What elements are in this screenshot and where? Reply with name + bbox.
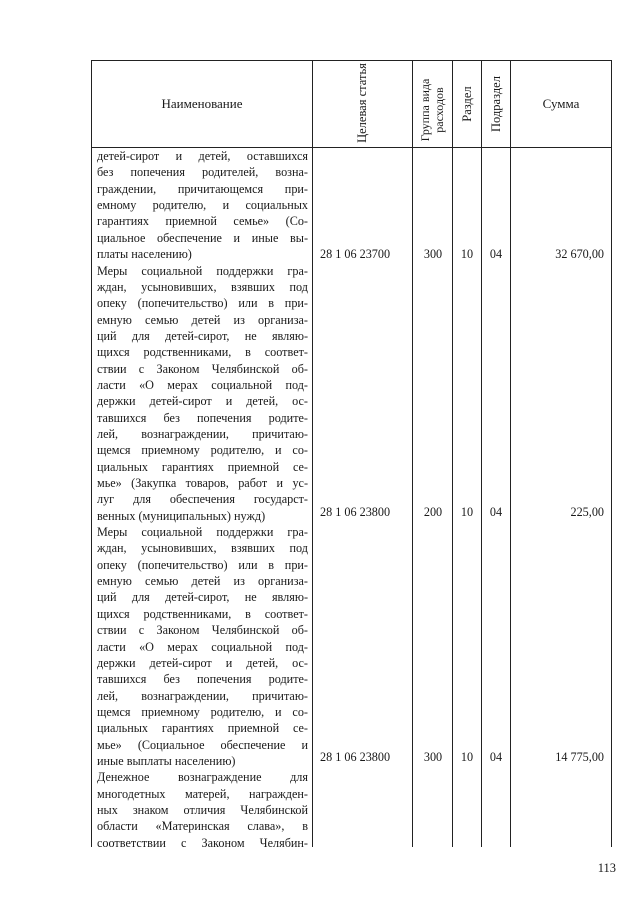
row-name-line: Меры социальной поддержки гра- xyxy=(97,525,308,539)
row-expense-group: 300 xyxy=(423,247,443,261)
column-border xyxy=(510,60,511,847)
row-target-article: 28 1 06 23800 xyxy=(320,505,391,519)
row-name-line: ствии с Законом Челябинской об- xyxy=(97,361,308,376)
table-top-border xyxy=(91,60,612,61)
row-name-line: циальных гарантиях приемной се- xyxy=(97,459,308,474)
row-name-line: без попечения родителей, возна- xyxy=(97,165,308,180)
row-subsection: 04 xyxy=(489,247,503,261)
row-name-line: держки детей-сирот и детей, ос- xyxy=(97,394,308,409)
row-amount: 32 670,00 xyxy=(555,247,604,261)
row-name-line: опеку (попечительство) или в при- xyxy=(97,296,308,311)
header-subsection-text: Подраздел xyxy=(489,76,503,132)
row-name-line: тавшихся без попечения родите- xyxy=(97,410,308,425)
row-name-line: щихся родственниками, в соответ- xyxy=(97,606,308,621)
row-section: 10 xyxy=(460,750,474,764)
row-amount: 225,00 xyxy=(570,505,604,519)
row-name-line: области «Материнская слава», в xyxy=(97,819,308,834)
row-name-line: лей, вознаграждении, причитаю- xyxy=(97,688,308,703)
row-name-line: ций для детей-сирот, не являю- xyxy=(97,328,308,343)
row-name-line: соответствии с Законом Челябин- xyxy=(97,835,308,850)
header-subsection xyxy=(489,68,503,140)
row-expense-group: 300 xyxy=(423,750,443,764)
column-border xyxy=(611,60,612,847)
row-name-line: луг для обеспечения государст- xyxy=(97,492,308,507)
header-name: Наименование xyxy=(161,96,243,111)
row-name-line: тавшихся без попечения родите- xyxy=(97,672,308,687)
header-amount: Сумма xyxy=(542,96,580,111)
row-section: 10 xyxy=(460,247,474,261)
row-name-line: щихся родственниками, в соответ- xyxy=(97,345,308,360)
row-name-line: ждан, усыновивших, взявших под xyxy=(97,279,308,294)
row-name-line: циальных гарантиях приемной се- xyxy=(97,721,308,736)
row-name-line: емному родителю, и социальных xyxy=(97,198,308,213)
row-name-line: ласти «О мерах социальной под- xyxy=(97,377,308,392)
column-border xyxy=(412,60,413,847)
header-expense-group-text: Группа вида расходов xyxy=(418,78,446,142)
column-border xyxy=(452,60,453,847)
row-name-line: щемся приемному родителю, и со- xyxy=(97,443,308,458)
row-name-line: гарантиях приемной семье» (Со- xyxy=(97,214,308,229)
row-name-line: циальное обеспечение и иные вы- xyxy=(97,230,308,245)
row-name-line: опеку (попечительство) или в при- xyxy=(97,557,308,572)
row-subsection: 04 xyxy=(489,505,503,519)
row-section: 10 xyxy=(460,505,474,519)
row-name-line: емную семью детей из организа- xyxy=(97,574,308,589)
column-border xyxy=(481,60,482,847)
header-section xyxy=(460,68,474,140)
row-name-line: ствии с Законом Челябинской об- xyxy=(97,623,308,638)
row-name-line: ных знаком отличия Челябинской xyxy=(97,803,308,817)
row-name-line: мье» (Закупка товаров, работ и ус- xyxy=(97,476,308,490)
row-target-article: 28 1 06 23700 xyxy=(320,247,391,261)
row-name-line: Меры социальной поддержки гра- xyxy=(97,263,308,278)
row-name-line: многодетных матерей, награжден- xyxy=(97,786,308,801)
row-name-line: ций для детей-сирот, не являю- xyxy=(97,590,308,605)
row-name-line: иные выплаты населению) xyxy=(97,753,236,768)
row-name-line: лей, вознаграждении, причитаю- xyxy=(97,427,308,441)
row-name-line: платы населению) xyxy=(97,247,192,262)
column-border xyxy=(91,60,92,847)
row-target-article: 28 1 06 23800 xyxy=(320,750,391,764)
row-name-line: мье» (Социальное обеспечение и xyxy=(97,737,308,752)
row-name-line: венных (муниципальных) нужд) xyxy=(97,508,266,523)
row-name-line: держки детей-сирот и детей, ос- xyxy=(97,655,308,670)
row-name-line: емную семью детей из организа- xyxy=(97,312,308,327)
row-name-line: Денежное вознаграждение для xyxy=(97,770,308,785)
row-name-line: граждении, причитающемся при- xyxy=(97,181,308,196)
row-name-line: щемся приемному родителю, и со- xyxy=(97,704,308,719)
header-target-article xyxy=(355,58,369,148)
row-name-line: детей-сирот и детей, оставшихся xyxy=(97,149,308,163)
column-border xyxy=(312,60,313,847)
row-subsection: 04 xyxy=(489,750,503,764)
page-number: 113 xyxy=(597,861,616,875)
row-amount: 14 775,00 xyxy=(555,750,604,764)
row-name-line: ждан, усыновивших, взявших под xyxy=(97,541,308,556)
header-target-article-text: Целевая статья xyxy=(355,63,369,143)
row-expense-group: 200 xyxy=(423,505,443,519)
header-expense-group xyxy=(418,65,446,155)
row-name-line: ласти «О мерах социальной под- xyxy=(97,639,308,654)
header-section-text: Раздел xyxy=(460,86,474,122)
